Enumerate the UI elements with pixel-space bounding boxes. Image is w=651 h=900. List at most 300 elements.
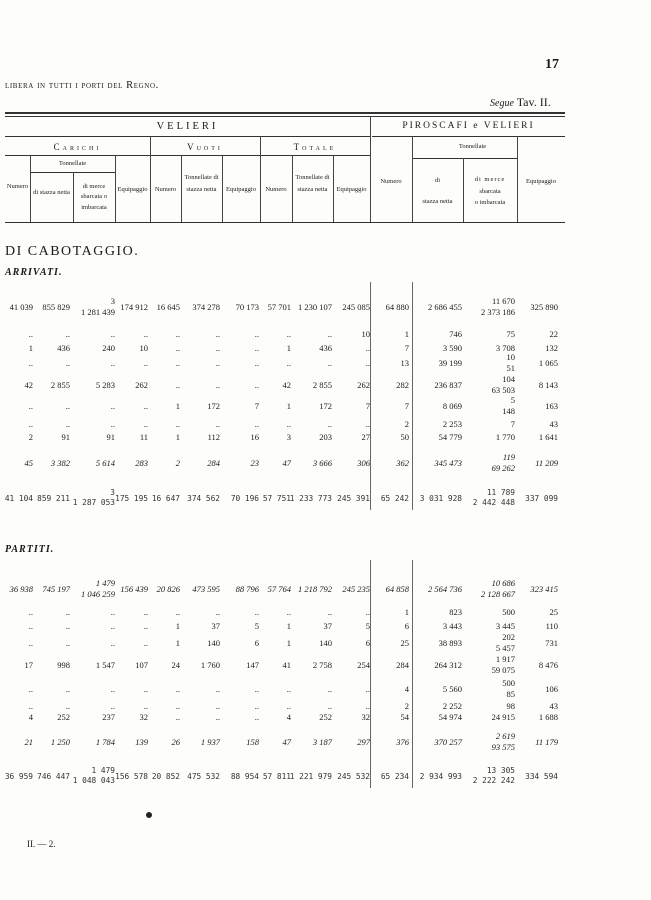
table-cell: .. (28, 329, 33, 339)
table-cell: 1 250 (50, 737, 70, 747)
table-cell: 245 532 (337, 772, 370, 781)
table-cell: 13 (400, 358, 409, 368)
table-cell: 32 (361, 712, 370, 722)
table-cell: 203 (319, 432, 332, 442)
header-tonnellate-stazza: Tonnellate di stazza netta (184, 174, 219, 193)
table-cell: 43 (549, 419, 558, 429)
table-cell: 3 590 (442, 343, 462, 353)
table-cell: .. (175, 419, 180, 429)
table-cell: .. (286, 329, 291, 339)
table-cell: .. (175, 329, 180, 339)
table-cell: 172 (207, 401, 220, 411)
table-cell: 174 912 (120, 302, 148, 312)
table-cell: .. (215, 358, 220, 368)
table-cell: .. (110, 701, 115, 711)
header-top-rule (5, 112, 565, 114)
table-cell: .. (65, 701, 70, 711)
table-cell: 3 1 281 439 (81, 296, 115, 317)
table-cell: .. (215, 329, 220, 339)
table-cell: 282 (396, 380, 409, 390)
table-cell: 41 (282, 660, 291, 670)
table-cell: .. (286, 684, 291, 694)
table-cell: .. (286, 419, 291, 429)
table-cell: 1 770 (495, 432, 515, 442)
table-cell: .. (215, 684, 220, 694)
table-cell: .. (175, 358, 180, 368)
header-bottom-rule (5, 222, 565, 223)
table-cell: 2 934 993 (419, 772, 462, 781)
table-cell: 1 784 (95, 737, 115, 747)
table-cell: 65 242 (380, 494, 409, 503)
table-cell: 1 233 773 (289, 494, 332, 503)
col-divider (370, 282, 371, 510)
table-cell: .. (327, 701, 332, 711)
table-cell: 245 085 (342, 302, 370, 312)
table-cell: .. (365, 701, 370, 711)
table-cell: 42 (24, 380, 33, 390)
table-cell: 16 645 (156, 302, 180, 312)
header-numero: Numero (380, 178, 402, 185)
table-cell: .. (175, 712, 180, 722)
table-cell: 11 (139, 432, 148, 442)
table-cell: 1 (286, 621, 291, 631)
table-cell: 2 564 736 (428, 584, 462, 594)
table-cell: 175 195 (115, 494, 148, 503)
table-cell: .. (327, 358, 332, 368)
table-continuation (490, 95, 551, 110)
table-cell: 436 (57, 343, 70, 353)
table-cell: .. (110, 621, 115, 631)
table-cell: .. (215, 701, 220, 711)
table-cell: 11 789 2 442 448 (472, 488, 515, 507)
table-cell: 21 (24, 737, 33, 747)
table-cell: 23 (250, 458, 259, 468)
table-cell: 1 (286, 401, 291, 411)
table-cell: 36 938 (9, 584, 33, 594)
table-cell: 6 (404, 621, 409, 631)
table-cell: 436 (319, 343, 332, 353)
header-numero: Numero (265, 186, 287, 193)
col-divider (370, 116, 371, 222)
header-di-stazza-netta: di stazza netta (33, 189, 70, 196)
table-cell: .. (65, 638, 70, 648)
header-carichi-tonnellate: Tonnellate (58, 160, 87, 167)
table-cell: 57 764 (267, 584, 291, 594)
header-di-merce: di merce sbarcata o imbarcata (80, 183, 108, 211)
table-cell: 25 (549, 607, 558, 617)
table-cell: 240 (102, 343, 115, 353)
table-cell: 2 (28, 432, 33, 442)
table-cell: .. (254, 380, 259, 390)
table-cell: 4 (286, 712, 291, 722)
table-cell: 376 (396, 737, 409, 747)
arrivati-title: ARRIVATI. (5, 267, 63, 278)
table-cell: 2 758 (312, 660, 332, 670)
header-top-rule-thin (5, 116, 565, 117)
table-cell: 158 (246, 737, 259, 747)
col-divider (370, 560, 371, 788)
table-cell: 6 (365, 638, 370, 648)
table-cell: 254 (357, 660, 370, 670)
col-divider (412, 560, 413, 788)
table-cell: .. (365, 343, 370, 353)
table-cell: 57 811 (262, 772, 291, 781)
table-cell: 163 (545, 401, 558, 411)
table-cell: 156 578 (115, 772, 148, 781)
header-velieri: VELIERI (156, 121, 219, 132)
table-cell: 237 (102, 712, 115, 722)
table-cell: 88 796 (235, 584, 259, 594)
table-cell: .. (175, 343, 180, 353)
table-cell: .. (143, 621, 148, 631)
table-cell: 39 199 (438, 358, 462, 368)
table-cell: .. (65, 684, 70, 694)
table-cell: 54 779 (438, 432, 462, 442)
table-cell: .. (110, 401, 115, 411)
table-cell: .. (143, 607, 148, 617)
table-cell: 1 917 59 075 (491, 654, 515, 675)
table-cell: 25 (400, 638, 409, 648)
table-cell: .. (28, 607, 33, 617)
table-cell: .. (28, 419, 33, 429)
table-cell: 20 826 (156, 584, 180, 594)
table-cell: 5 (365, 621, 370, 631)
table-cell: .. (175, 684, 180, 694)
table-cell: 6 (254, 638, 259, 648)
table-cell: 26 (171, 737, 180, 747)
table-cell: 283 (135, 458, 148, 468)
header-pv-tonnellate: Tonnellate (458, 143, 487, 150)
table-cell: 374 278 (192, 302, 220, 312)
header-pv-di: di (434, 177, 441, 184)
table-cell: 7 (404, 401, 409, 411)
table-cell: 91 (106, 432, 115, 442)
header-equipaggio: Equipaggio (336, 186, 367, 193)
table-cell: 139 (135, 737, 148, 747)
table-cell: 1 065 (538, 358, 558, 368)
header-equipaggio: Equipaggio (117, 186, 148, 193)
table-cell: 1 (175, 621, 180, 631)
table-cell: 3 443 (442, 621, 462, 631)
table-cell: .. (327, 607, 332, 617)
table-cell: 45 (24, 458, 33, 468)
table-cell: 106 (545, 684, 558, 694)
table-cell: 5 148 (502, 395, 515, 416)
table-cell: 16 647 (151, 494, 180, 503)
table-cell: 325 890 (530, 302, 558, 312)
table-cell: 1 937 (200, 737, 220, 747)
table-cell: 264 312 (434, 660, 462, 670)
table-cell: 17 (24, 660, 33, 670)
table-cell: .. (143, 401, 148, 411)
table-cell: 8 143 (538, 380, 558, 390)
table-cell: 500 85 (502, 678, 515, 699)
table-cell: 746 447 (37, 772, 70, 781)
header-numero: Numero (154, 186, 177, 193)
table-cell: 3 187 (312, 737, 332, 747)
table-cell: 1 (404, 607, 409, 617)
table-cell: .. (365, 684, 370, 694)
col-divider (412, 282, 413, 510)
table-cell: .. (28, 621, 33, 631)
table-cell: 64 858 (385, 584, 409, 594)
table-cell: 236 837 (434, 380, 462, 390)
table-cell: 7 (254, 401, 259, 411)
table-cell: 37 (211, 621, 220, 631)
table-cell: 10 (139, 343, 148, 353)
table-cell: 2 686 455 (428, 302, 462, 312)
table-cell: .. (215, 712, 220, 722)
table-cell: .. (286, 701, 291, 711)
table-cell: 262 (135, 380, 148, 390)
page-number: 17 (545, 57, 559, 72)
table-cell: .. (254, 701, 259, 711)
table-cell: .. (28, 401, 33, 411)
header-carichi: Carichi (53, 142, 102, 152)
page-footer: II. — 2. (27, 839, 56, 849)
header-pv-merce: di merce (474, 176, 506, 183)
table-cell: 70 173 (235, 302, 259, 312)
table-cell: .. (110, 684, 115, 694)
table-cell: 245 391 (337, 494, 370, 503)
table-cell: 119 69 262 (491, 452, 515, 473)
table-cell: .. (215, 607, 220, 617)
table-cell: 70 196 (230, 494, 259, 503)
table-cell: 110 (545, 621, 558, 631)
header-vuoti: Vuoti (187, 142, 223, 152)
table-cell: 38 893 (438, 638, 462, 648)
table-cell: 245 235 (342, 584, 370, 594)
section-title: DI CABOTAGGIO. (5, 244, 140, 259)
table-cell: 2 855 (50, 380, 70, 390)
table-cell: 91 (61, 432, 70, 442)
table-cell: 306 (357, 458, 370, 468)
table-cell: .. (286, 607, 291, 617)
table-cell: 500 (502, 607, 515, 617)
table-cell: 1 (286, 638, 291, 648)
table-cell: .. (143, 329, 148, 339)
table-cell: 4 (28, 712, 33, 722)
table-cell: 2 253 (442, 419, 462, 429)
table-cell: 1 (28, 343, 33, 353)
table-cell: 140 (207, 638, 220, 648)
table-cell: 5 614 (95, 458, 115, 468)
table-cell: 1 641 (538, 432, 558, 442)
running-head: libera in tutti i porti del Regno. (5, 80, 159, 91)
table-cell: 1 (286, 343, 291, 353)
table-cell: 57 751 (262, 494, 291, 503)
table-cell: 16 (250, 432, 259, 442)
table-cell: .. (254, 607, 259, 617)
table-cell: 3 666 (312, 458, 332, 468)
table-cell: 8 476 (538, 660, 558, 670)
table-cell: 475 532 (187, 772, 220, 781)
table-cell: .. (143, 684, 148, 694)
table-cell: 11 179 (535, 737, 558, 747)
header-numero: Numero (6, 183, 29, 190)
table-cell: .. (65, 329, 70, 339)
table-cell: .. (65, 419, 70, 429)
table-cell: 54 (400, 712, 409, 722)
header-piroscafi-velieri: PIROSCAFI e VELIERI (402, 121, 535, 131)
table-cell: 337 099 (525, 494, 558, 503)
table-cell: .. (365, 419, 370, 429)
table-cell: 156 439 (120, 584, 148, 594)
partiti-title: PARTITI. (5, 544, 55, 555)
table-cell: 2 252 (442, 701, 462, 711)
table-cell: 3 1 287 053 (72, 488, 115, 507)
segue-label: Segue (490, 98, 514, 109)
table-cell: 297 (357, 737, 370, 747)
table-cell: .. (28, 358, 33, 368)
table-cell: 1 218 792 (298, 584, 332, 594)
table-cell: 334 594 (525, 772, 558, 781)
table-cell: 1 (175, 638, 180, 648)
table-cell: 323 415 (530, 584, 558, 594)
table-cell: 1 688 (538, 712, 558, 722)
table-cell: 362 (396, 458, 409, 468)
table-cell: 132 (545, 343, 558, 353)
table-cell: .. (65, 358, 70, 368)
table-number: Tav. II. (516, 95, 551, 109)
table-cell: 107 (135, 660, 148, 670)
table-cell: 3 (286, 432, 291, 442)
table-cell: .. (254, 358, 259, 368)
velieri-rule (5, 136, 370, 137)
table-cell: .. (65, 621, 70, 631)
table-cell: .. (327, 684, 332, 694)
table-cell: 27 (361, 432, 370, 442)
table-cell: 22 (549, 329, 558, 339)
header-equipaggio: Equipaggio (526, 178, 556, 185)
table-cell: 2 (404, 701, 409, 711)
header-pv-sbarcata: sbarcata (479, 188, 501, 195)
table-cell: 5 283 (95, 380, 115, 390)
subgroup-rule (5, 155, 370, 156)
table-cell: 746 (449, 329, 462, 339)
table-cell: .. (143, 419, 148, 429)
table-cell: 252 (57, 712, 70, 722)
table-cell: 2 (404, 419, 409, 429)
table-cell: 42 (282, 380, 291, 390)
table-cell: 855 829 (42, 302, 70, 312)
table-cell: 13 305 2 222 242 (472, 766, 515, 785)
piroscafi-rule (372, 136, 565, 137)
table-cell: 1 221 979 (289, 772, 332, 781)
table-cell: 1 230 107 (298, 302, 332, 312)
table-cell: 7 (404, 343, 409, 353)
table-cell: 284 (396, 660, 409, 670)
table-cell: .. (28, 684, 33, 694)
table-cell: 104 63 503 (491, 374, 515, 395)
table-cell: 3 382 (50, 458, 70, 468)
table-cell: 1 (175, 432, 180, 442)
table-cell: 36 959 (4, 772, 33, 781)
table-cell: 75 (506, 329, 515, 339)
table-cell: 41 039 (9, 302, 33, 312)
table-cell: .. (110, 638, 115, 648)
table-cell: 1 (404, 329, 409, 339)
header-totale: Totale (293, 142, 337, 152)
header-tonnellate-stazza: Tonnellate di stazza netta (295, 174, 330, 193)
table-cell: 345 473 (434, 458, 462, 468)
table-cell: .. (175, 701, 180, 711)
table-cell: .. (286, 358, 291, 368)
table-cell: 2 (175, 458, 180, 468)
table-cell: 7 (510, 419, 515, 429)
table-cell: 57 701 (267, 302, 291, 312)
table-cell: 8 069 (442, 401, 462, 411)
table-cell: .. (254, 343, 259, 353)
table-cell: .. (215, 419, 220, 429)
table-cell: .. (110, 607, 115, 617)
table-cell: 37 (323, 621, 332, 631)
table-cell: .. (110, 329, 115, 339)
table-cell: 10 51 (506, 352, 515, 373)
table-cell: 3 445 (495, 621, 515, 631)
table-cell: 1 479 1 046 259 (81, 578, 115, 599)
table-cell: 50 (400, 432, 409, 442)
table-cell: 98 (506, 701, 515, 711)
table-cell: 41 104 (4, 494, 33, 503)
table-cell: 2 855 (312, 380, 332, 390)
table-cell: 47 (282, 737, 291, 747)
pv-tonnellate-rule (412, 158, 517, 159)
table-cell: 65 234 (380, 772, 409, 781)
table-cell: 54 974 (438, 712, 462, 722)
table-cell: 172 (319, 401, 332, 411)
table-cell: 43 (549, 701, 558, 711)
table-cell: .. (254, 329, 259, 339)
table-cell: 147 (246, 660, 259, 670)
table-cell: 20 852 (151, 772, 180, 781)
table-cell: .. (365, 607, 370, 617)
table-cell: 1 479 1 048 043 (72, 766, 115, 785)
table-cell: 370 257 (434, 737, 462, 747)
table-cell: 859 211 (37, 494, 70, 503)
table-cell: .. (327, 419, 332, 429)
table-cell: .. (254, 712, 259, 722)
table-cell: 64 880 (385, 302, 409, 312)
table-cell: 473 595 (192, 584, 220, 594)
table-cell: 32 (139, 712, 148, 722)
table-cell: 3 708 (495, 343, 515, 353)
table-cell: 4 (404, 684, 409, 694)
table-cell: 823 (449, 607, 462, 617)
table-cell: .. (143, 701, 148, 711)
table-cell: 252 (319, 712, 332, 722)
table-cell: 11 670 2 373 186 (481, 296, 515, 317)
table-cell: .. (365, 358, 370, 368)
table-cell: 202 5 457 (495, 632, 515, 653)
table-cell: 745 197 (42, 584, 70, 594)
table-cell: 2 619 93 575 (491, 731, 515, 752)
table-cell: .. (327, 329, 332, 339)
table-cell: .. (215, 343, 220, 353)
table-cell: 10 (361, 329, 370, 339)
table-cell: 1 547 (95, 660, 115, 670)
table-cell: .. (143, 638, 148, 648)
table-cell: 11 209 (535, 458, 558, 468)
table-cell: 5 560 (442, 684, 462, 694)
table-cell: 3 031 928 (419, 494, 462, 503)
table-cell: 374 562 (187, 494, 220, 503)
ink-dot (146, 812, 152, 818)
table-cell: .. (65, 401, 70, 411)
table-cell: 1 760 (200, 660, 220, 670)
header-equipaggio: Equipaggio (226, 186, 256, 193)
table-cell: 88 954 (230, 772, 259, 781)
